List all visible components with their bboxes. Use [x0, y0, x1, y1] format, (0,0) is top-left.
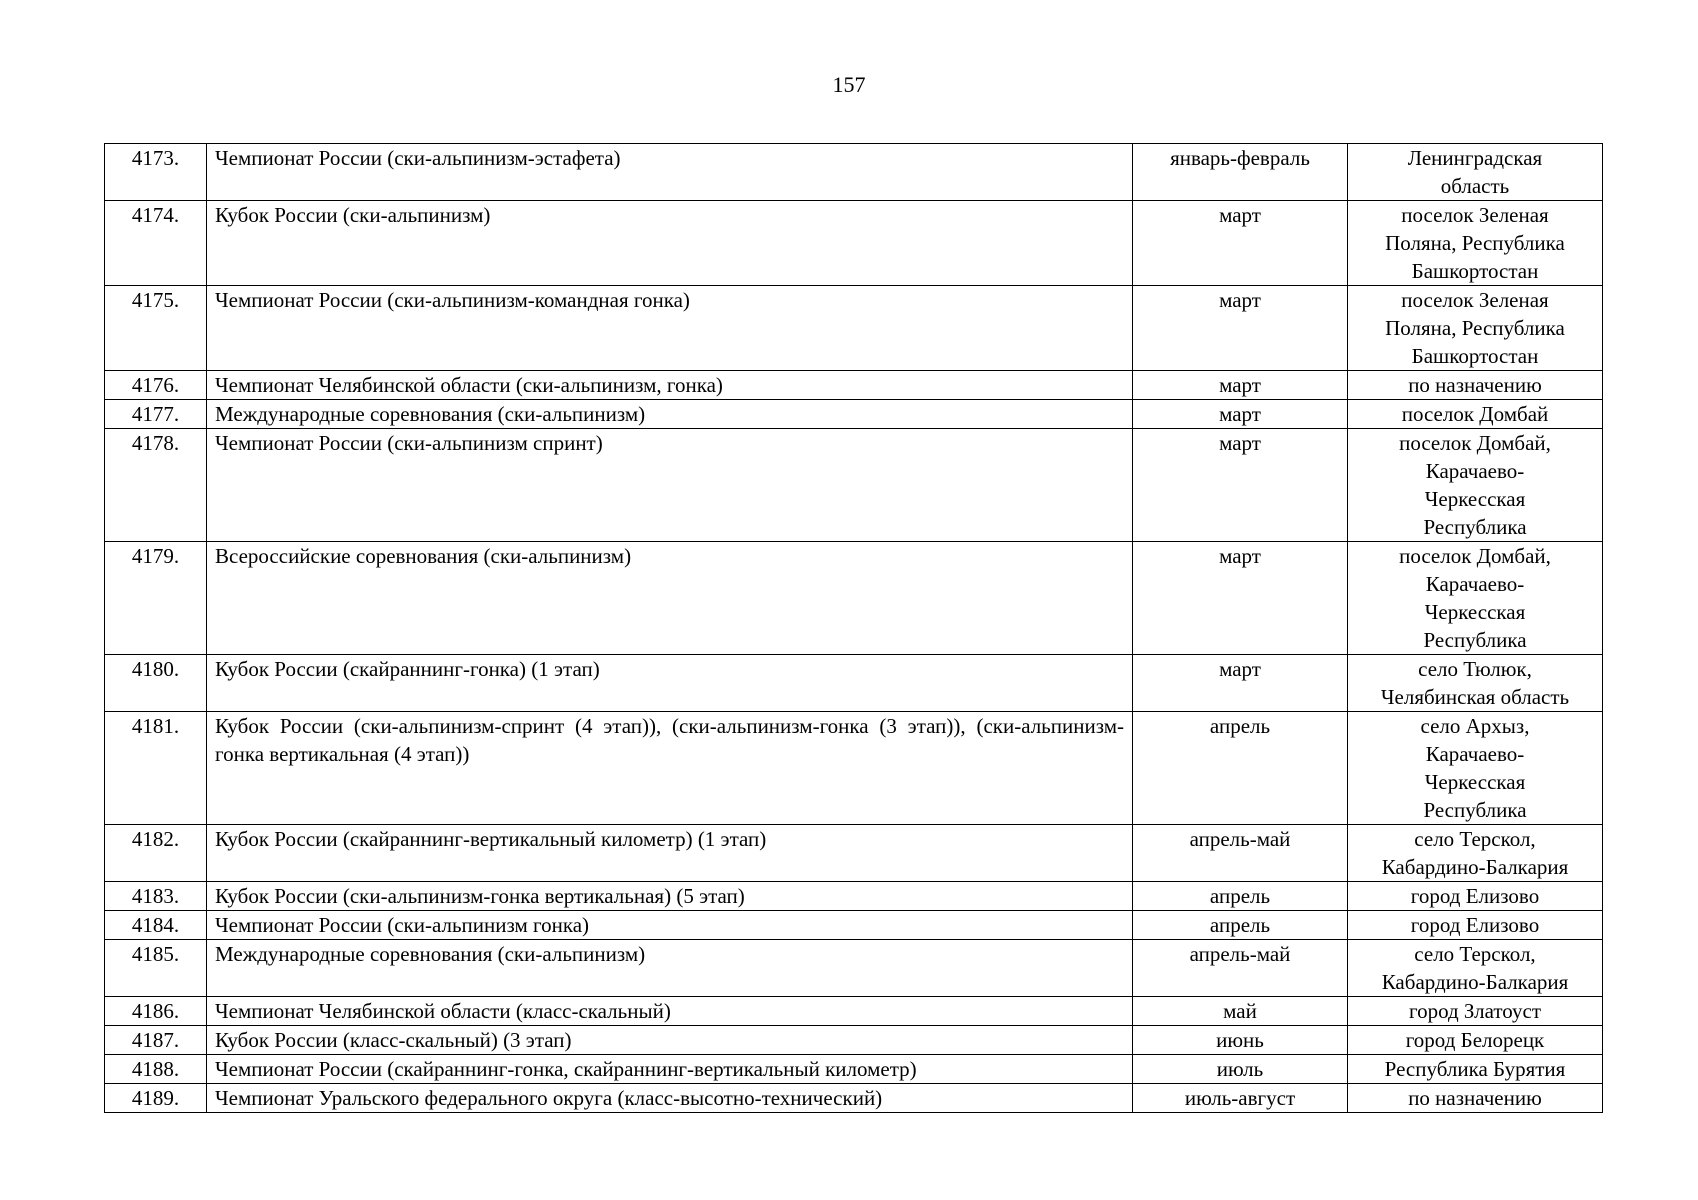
event-date: май — [1133, 997, 1348, 1026]
row-number: 4175. — [105, 286, 207, 371]
event-place: город Белорецк — [1348, 1026, 1603, 1055]
row-number: 4184. — [105, 911, 207, 940]
table-row — [105, 940, 1603, 997]
event-name: Чемпионат Челябинской области (класс-скальный) — [207, 997, 1133, 1026]
event-name: Кубок России (скайраннинг-гонка) (1 этап) — [207, 655, 1133, 712]
event-date: март — [1133, 400, 1348, 429]
event-name: Чемпионат России (ски-альпинизм спринт) — [207, 429, 1133, 542]
table-row — [105, 371, 1603, 400]
event-date: март — [1133, 429, 1348, 542]
table-row — [105, 1084, 1603, 1113]
table-row — [105, 201, 1603, 286]
event-place: поселок Зеленая Поляна, Республика Башкортостан — [1348, 201, 1603, 286]
event-date: апрель — [1133, 911, 1348, 940]
event-place: село Терскол, Кабардино-Балкария — [1348, 940, 1603, 997]
event-date: июль-август — [1133, 1084, 1348, 1113]
event-date: июнь — [1133, 1026, 1348, 1055]
event-place: Республика Бурятия — [1348, 1055, 1603, 1084]
event-place: город Елизово — [1348, 882, 1603, 911]
table-row — [105, 882, 1603, 911]
event-name: Международные соревнования (ски-альпинизм) — [207, 400, 1133, 429]
event-date: март — [1133, 655, 1348, 712]
event-name: Чемпионат Челябинской области (ски-альпинизм, гонка) — [207, 371, 1133, 400]
row-number: 4176. — [105, 371, 207, 400]
event-date: март — [1133, 286, 1348, 371]
row-number: 4180. — [105, 655, 207, 712]
event-date: январь-февраль — [1133, 144, 1348, 201]
event-place: поселок Домбай — [1348, 400, 1603, 429]
page-number: 157 — [832, 72, 866, 97]
event-name: Кубок России (ски-альпинизм) — [207, 201, 1133, 286]
event-place: город Златоуст — [1348, 997, 1603, 1026]
event-place: поселок Домбай, Карачаево- Черкесская Республика — [1348, 429, 1603, 542]
row-number: 4183. — [105, 882, 207, 911]
row-number: 4185. — [105, 940, 207, 997]
event-date: апрель-май — [1133, 940, 1348, 997]
table-row — [105, 712, 1603, 825]
row-number: 4181. — [105, 712, 207, 825]
event-place: поселок Домбай, Карачаево- Черкесская Республика — [1348, 542, 1603, 655]
event-place: город Елизово — [1348, 911, 1603, 940]
row-number: 4177. — [105, 400, 207, 429]
event-date: апрель — [1133, 882, 1348, 911]
event-name: Кубок России (класс-скальный) (3 этап) — [207, 1026, 1133, 1055]
table-row — [105, 655, 1603, 712]
event-place: село Терскол, Кабардино-Балкария — [1348, 825, 1603, 882]
table-row — [105, 997, 1603, 1026]
event-date: апрель-май — [1133, 825, 1348, 882]
table-row — [105, 400, 1603, 429]
event-name: Кубок России (ски-альпинизм-спринт (4 этап)), (ски-альпинизм-гонка (3 этап)), (ски-альпинизм-гонка вертикальная (4 этап)) — [207, 712, 1133, 825]
table-row — [105, 1055, 1603, 1084]
table-row — [105, 286, 1603, 371]
event-name: Международные соревнования (ски-альпинизм) — [207, 940, 1133, 997]
event-place: Ленинградская область — [1348, 144, 1603, 201]
row-number: 4174. — [105, 201, 207, 286]
event-date: март — [1133, 201, 1348, 286]
event-place: село Тюлюк, Челябинская область — [1348, 655, 1603, 712]
row-number: 4182. — [105, 825, 207, 882]
event-name: Чемпионат России (ски-альпинизм-эстафета) — [207, 144, 1133, 201]
event-date: март — [1133, 542, 1348, 655]
event-name: Кубок России (скайраннинг-вертикальный километр) (1 этап) — [207, 825, 1133, 882]
row-number: 4187. — [105, 1026, 207, 1055]
event-name: Всероссийские соревнования (ски-альпинизм) — [207, 542, 1133, 655]
table-row — [105, 825, 1603, 882]
row-number: 4178. — [105, 429, 207, 542]
event-place: по назначению — [1348, 371, 1603, 400]
table-row — [105, 542, 1603, 655]
event-date: март — [1133, 371, 1348, 400]
event-place: по назначению — [1348, 1084, 1603, 1113]
row-number: 4179. — [105, 542, 207, 655]
table-row — [105, 144, 1603, 201]
event-name: Чемпионат России (ски-альпинизм гонка) — [207, 911, 1133, 940]
event-name: Чемпионат Уральского федерального округа (класс-высотно-технический) — [207, 1084, 1133, 1113]
event-date: июль — [1133, 1055, 1348, 1084]
table-row — [105, 911, 1603, 940]
events-table — [104, 143, 1603, 1113]
row-number: 4186. — [105, 997, 207, 1026]
table-row — [105, 1026, 1603, 1055]
event-date: апрель — [1133, 712, 1348, 825]
event-name: Чемпионат России (скайраннинг-гонка, скайраннинг-вертикальный километр) — [207, 1055, 1133, 1084]
row-number: 4189. — [105, 1084, 207, 1113]
event-name: Кубок России (ски-альпинизм-гонка вертикальная) (5 этап) — [207, 882, 1133, 911]
event-place: поселок Зеленая Поляна, Республика Башкортостан — [1348, 286, 1603, 371]
row-number: 4173. — [105, 144, 207, 201]
event-name: Чемпионат России (ски-альпинизм-командная гонка) — [207, 286, 1133, 371]
row-number: 4188. — [105, 1055, 207, 1084]
table-row — [105, 429, 1603, 542]
event-place: село Архыз, Карачаево- Черкесская Республика — [1348, 712, 1603, 825]
